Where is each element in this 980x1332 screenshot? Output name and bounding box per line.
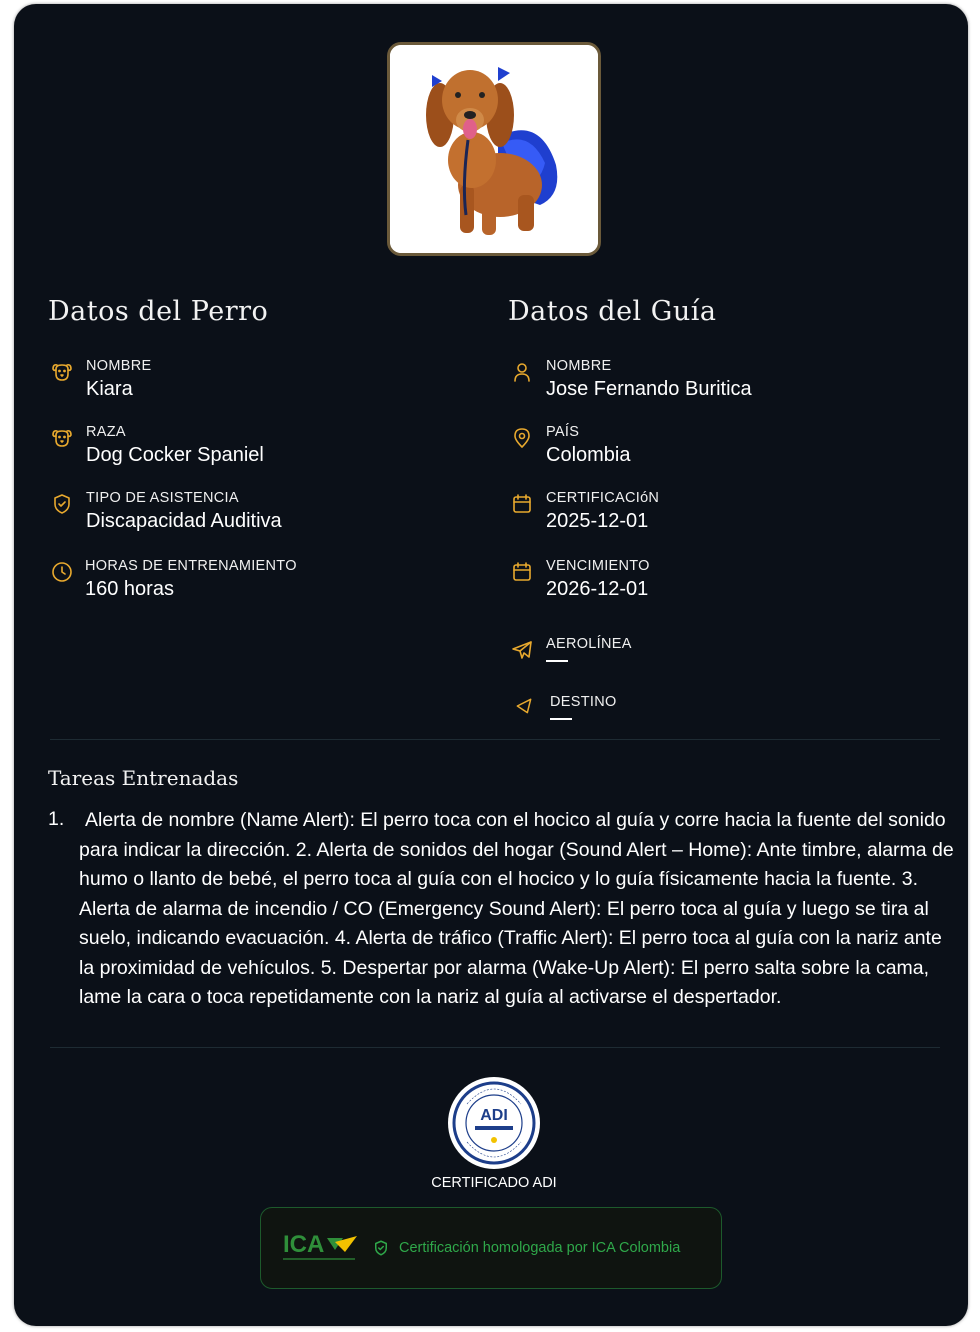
calendar-icon bbox=[510, 492, 534, 516]
dog-name-label: NOMBRE bbox=[86, 358, 152, 374]
airline-label: AEROLÍNEA bbox=[546, 636, 632, 652]
plane-icon bbox=[510, 638, 534, 662]
destination-label: DESTINO bbox=[550, 694, 617, 710]
destination-empty-value bbox=[550, 718, 572, 720]
user-icon bbox=[510, 360, 534, 384]
country-label: PAÍS bbox=[546, 424, 580, 440]
ica-certification-banner bbox=[260, 1207, 722, 1289]
training-hours-label: HORAS DE ENTRENAMIENTO bbox=[85, 558, 297, 574]
shield-check-icon bbox=[372, 1238, 390, 1258]
dog-photo bbox=[387, 42, 601, 256]
dog-icon bbox=[50, 360, 74, 384]
ica-logo-icon bbox=[283, 1230, 359, 1264]
svg-text:ADI: ADI bbox=[480, 1107, 508, 1124]
dog-breed-label: RAZA bbox=[86, 424, 126, 440]
guide-name-value: Jose Fernando Buritica bbox=[546, 378, 752, 400]
ica-certification-text: Certificación homologada por ICA Colombia bbox=[399, 1240, 681, 1256]
expiration-label: VENCIMIENTO bbox=[546, 558, 650, 574]
tasks-divider bbox=[50, 1047, 940, 1048]
guide-section-title: Datos del Guía bbox=[508, 296, 717, 327]
training-hours-value: 160 horas bbox=[85, 578, 174, 600]
guide-name-label: NOMBRE bbox=[546, 358, 612, 374]
svg-text:ICA: ICA bbox=[283, 1231, 325, 1258]
clock-icon bbox=[50, 560, 74, 584]
tasks-description: Alerta de nombre (Name Alert): El perro toca con el hocico al guía y corre hacia la fuente del sonido para indicar la dirección. 2. Alerta de sonidos del hogar (Sound Alert – Home): Ante timbre, alarma de humo o llanto de bebé, el perro toca al guía con el hocico y lo guía físicamente hacia la fuente. 3. Alerta de alarma de incendio / CO (Emergency Sound Alert): El perro toca al guía y luego se tira al suelo, indicando evacuación. 4. Alerta de tráfico (Traffic Alert): El perro toca al guía con la nariz ante la proximidad de vehículos. 5. Despertar por alarma (Wake-Up Alert): El perro salta sobre la cama, lame la cara o toca repetidamente con la nariz al guía al activarse el despertador. bbox=[79, 809, 954, 1008]
calendar-icon bbox=[510, 560, 534, 584]
certification-label: CERTIFICACIóN bbox=[546, 490, 660, 506]
tasks-title: Tareas Entrenadas bbox=[48, 766, 239, 790]
adi-certificate-label: CERTIFICADO ADI bbox=[431, 1175, 557, 1191]
dog-breed-value: Dog Cocker Spaniel bbox=[86, 444, 264, 466]
certification-value: 2025-12-01 bbox=[546, 510, 649, 532]
airline-empty-value bbox=[546, 660, 568, 662]
adi-seal-icon bbox=[447, 1076, 541, 1170]
dog-section-title: Datos del Perro bbox=[48, 296, 269, 327]
expiration-value: 2026-12-01 bbox=[546, 578, 649, 600]
shield-check-icon bbox=[50, 492, 74, 516]
tasks-list-number: 1. bbox=[48, 808, 65, 830]
section-divider bbox=[50, 739, 940, 740]
assistance-type-value: Discapacidad Auditiva bbox=[86, 510, 282, 532]
country-value: Colombia bbox=[546, 444, 631, 466]
navigation-icon bbox=[514, 696, 534, 716]
map-pin-icon bbox=[510, 426, 534, 450]
assistance-type-label: TIPO DE ASISTENCIA bbox=[86, 490, 239, 506]
dog-name-value: Kiara bbox=[86, 378, 133, 400]
dog-icon bbox=[50, 426, 74, 450]
certificate-card bbox=[14, 4, 968, 1326]
